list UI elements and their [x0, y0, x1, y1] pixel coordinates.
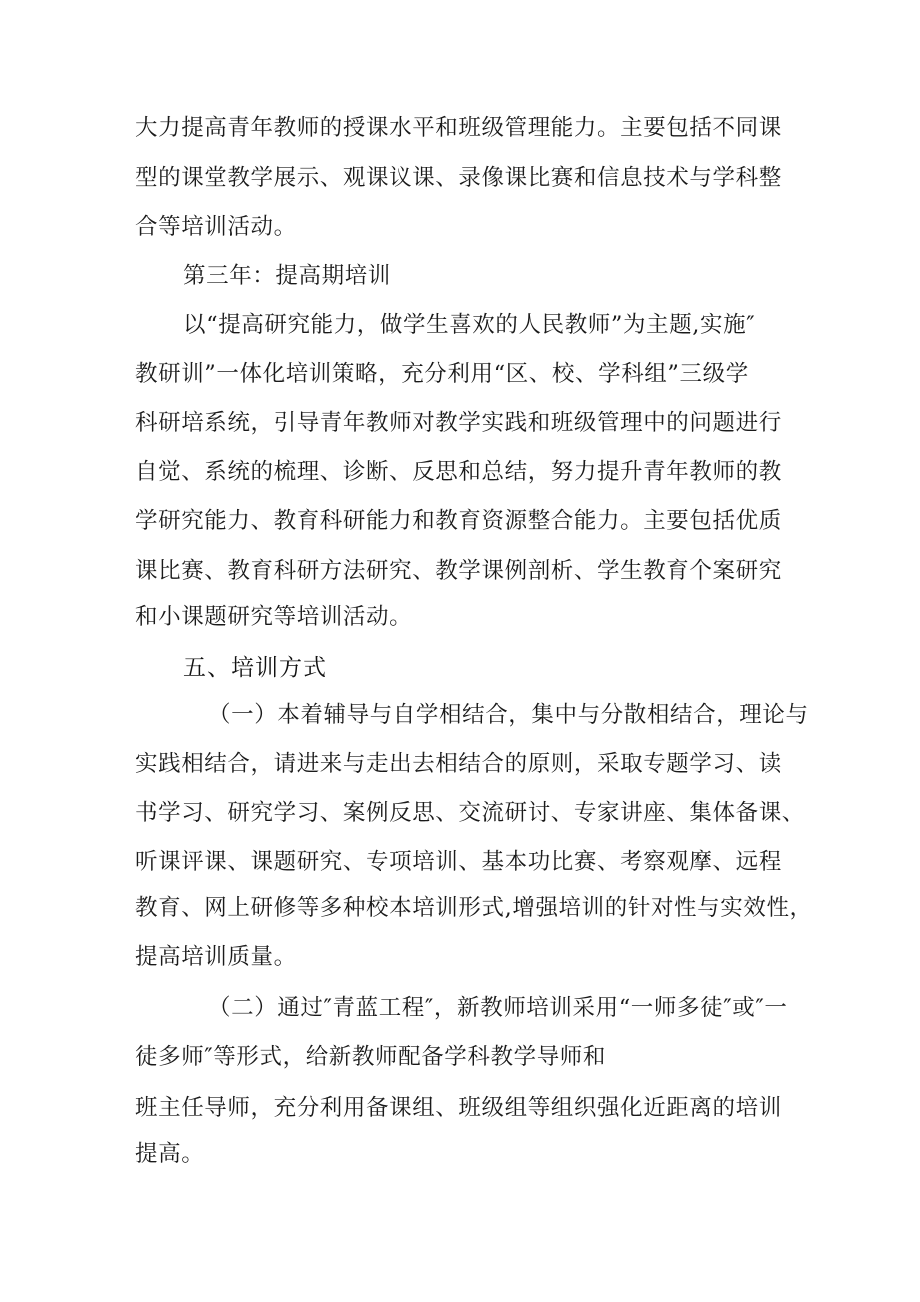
- paragraph-line: 学研究能力、教育科研能力和教育资源整合能力。主要包括优质: [135, 508, 782, 534]
- paragraph-line: 班主任导师，充分利用备课组、班级组等组织强化近距离的培训: [135, 1095, 782, 1121]
- section-heading: 五、培训方式: [183, 655, 327, 681]
- section-subtitle: 第三年：提高期培训: [183, 263, 391, 289]
- paragraph-line: 实践相结合，请进来与走出去相结合的原则，采取专题学习、读: [135, 751, 782, 777]
- paragraph-line: 提高培训质量。: [135, 944, 297, 970]
- paragraph-line: 书学习、研究学习、案例反思、交流研讨、专家讲座、集体备课、: [135, 800, 805, 826]
- paragraph-line: （一）本着辅导与自学相结合，集中与分散相结合，理论与: [208, 702, 809, 728]
- paragraph-line: 以“提高研究能力，做学生喜欢的人民教师”为主题,实施″: [183, 312, 756, 338]
- paragraph-line: 提高。: [135, 1141, 205, 1167]
- paragraph-line: 教研训”一体化培训策略，充分利用“区、校、学科组”三级学: [135, 361, 749, 387]
- paragraph-line: 科研培系统，引导青年教师对教学实践和班级管理中的问题进行: [135, 410, 782, 436]
- paragraph-line: 和小课题研究等培训活动。: [135, 604, 413, 630]
- paragraph-line: 大力提高青年教师的授课水平和班级管理能力。主要包括不同课: [135, 115, 782, 141]
- paragraph-line: 徒多师″等形式，给新教师配备学科教学导师和: [135, 1044, 607, 1070]
- paragraph-line: 自觉、系统的梳理、诊断、反思和总结，努力提升青年教师的教: [135, 459, 782, 485]
- paragraph-line: 型的课堂教学展示、观课议课、录像课比赛和信息技术与学科整: [135, 165, 782, 191]
- paragraph-line: 课比赛、教育科研方法研究、教学课例剖析、学生教育个案研究: [135, 558, 782, 584]
- paragraph-line: 教育、网上研修等多种校本培训形式,增强培训的针对性与实效性，: [135, 895, 813, 921]
- paragraph-line: 听课评课、课题研究、专项培训、基本功比赛、考察观摩、远程: [135, 849, 782, 875]
- paragraph-line: （二）通过″青蓝工程″，新教师培训采用“一师多徒″或″一: [208, 995, 788, 1021]
- paragraph-line: 合等培训活动。: [135, 214, 297, 240]
